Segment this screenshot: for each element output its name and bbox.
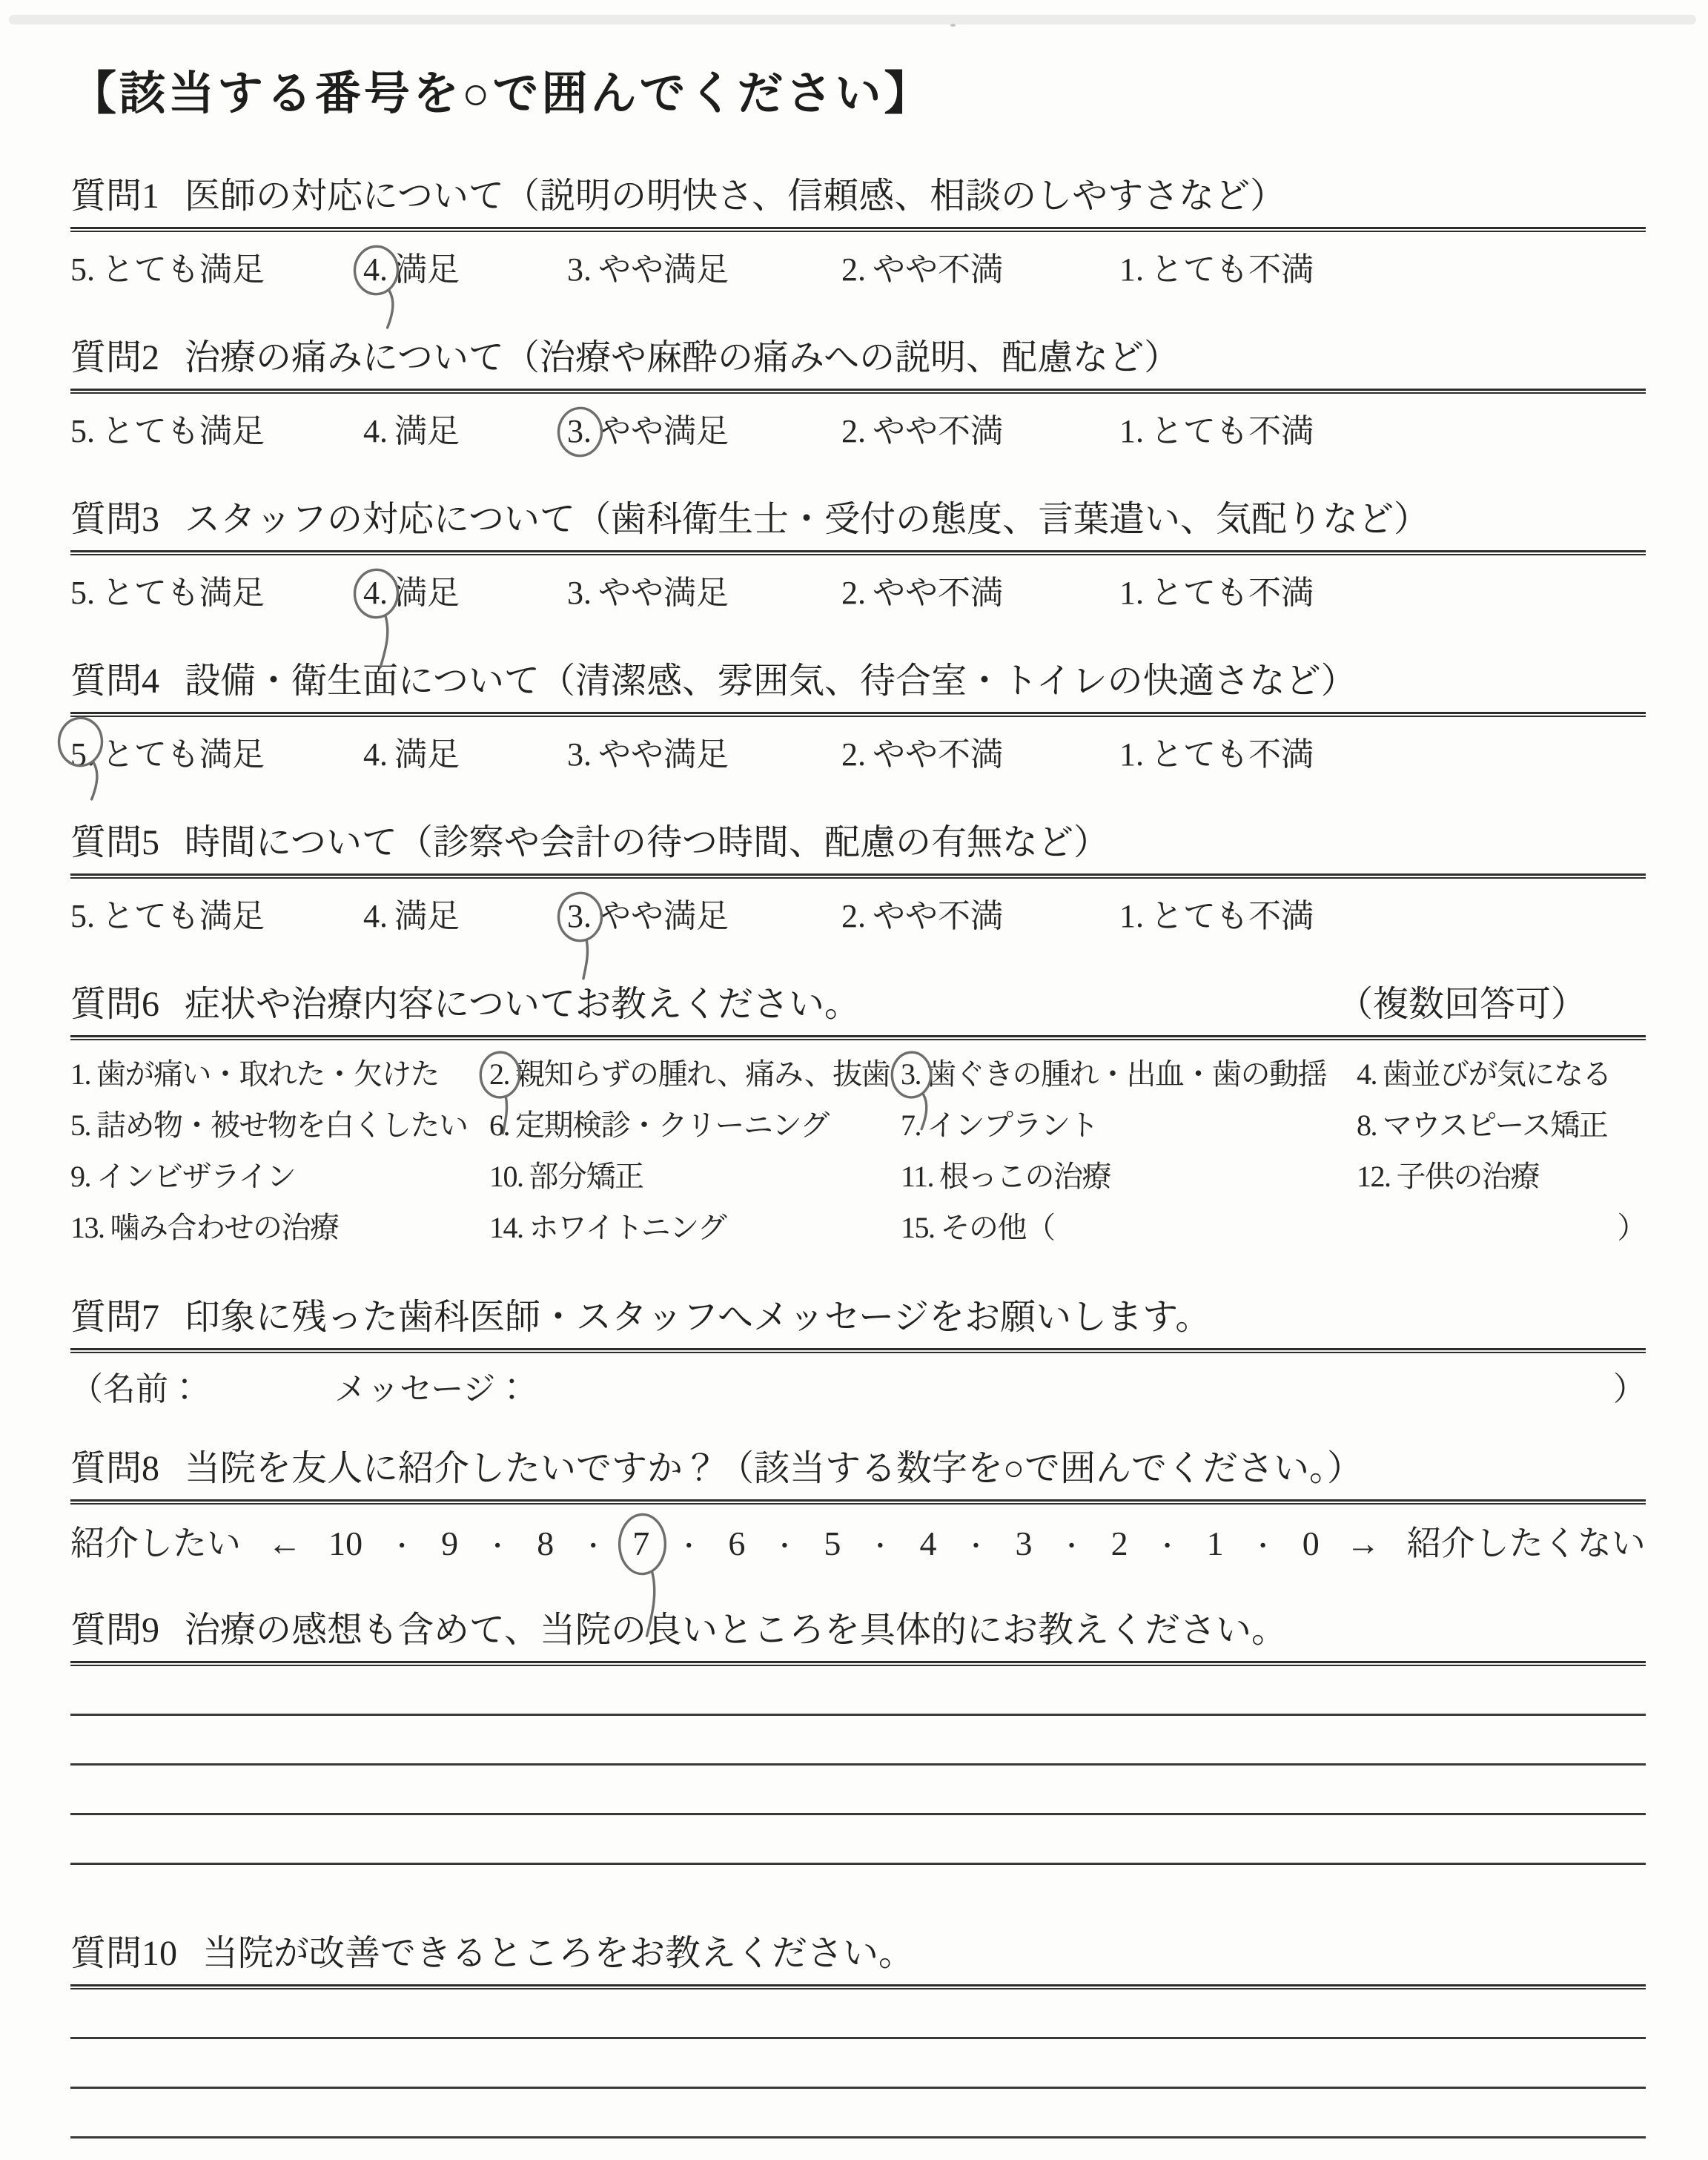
rating-options-row <box>70 566 1646 612</box>
option-number: 7. <box>901 1109 921 1143</box>
option-number-wrap <box>70 1210 105 1245</box>
option-number-wrap <box>632 1524 649 1563</box>
option-label: 歯が痛い・取れた・欠けた <box>96 1057 439 1091</box>
option-number: 1 <box>1206 1525 1224 1563</box>
rating-options-row <box>70 889 1646 935</box>
question-2 <box>70 328 1646 450</box>
nps-right-label: 紹介したくない <box>1406 1525 1646 1563</box>
nps-number <box>1207 1524 1224 1563</box>
question-title: スタッフの対応について（歯科衛生士・受付の態度、言葉遣い、気配りなど） <box>185 500 1430 540</box>
nps-number <box>824 1524 841 1563</box>
rating-option <box>841 889 1003 937</box>
nps-number <box>919 1524 936 1563</box>
option-number: 13. <box>70 1211 105 1245</box>
heading-rule <box>70 227 1646 232</box>
option-number: 12. <box>1357 1160 1391 1194</box>
number-separator-dot: ・ <box>772 1533 798 1562</box>
option-label: とても不満 <box>1151 413 1314 450</box>
symptom-option <box>70 1051 489 1093</box>
option-label: とても不満 <box>1151 575 1314 612</box>
option-number: 3. <box>901 1057 921 1091</box>
question-number: 質問8 <box>70 1449 160 1489</box>
number-separator-dot: ・ <box>963 1533 989 1562</box>
number-separator-dot: ・ <box>389 1533 415 1562</box>
option-label: やや不満 <box>873 251 1003 288</box>
question-number: 質問3 <box>70 500 160 540</box>
option-number-wrap <box>841 736 866 773</box>
option-number-wrap <box>901 1210 935 1245</box>
question-number: 質問7 <box>70 1298 160 1338</box>
option-label: やや満足 <box>598 251 729 288</box>
heading-rule <box>70 712 1646 717</box>
question-heading <box>70 167 1646 218</box>
symptom-option <box>70 1204 489 1246</box>
question-heading <box>70 1439 1646 1490</box>
option-number-wrap <box>70 897 95 935</box>
question-title: 治療の感想も含めて、当院の良いところを具体的にお教えください。 <box>185 1611 1288 1651</box>
rating-option <box>841 242 1003 290</box>
option-label: 部分矯正 <box>529 1160 643 1194</box>
number-separator-dot: ・ <box>1250 1533 1276 1562</box>
option-number: 4 <box>919 1525 937 1563</box>
option-number: 8 <box>537 1525 555 1563</box>
question-8 <box>70 1439 1646 1562</box>
option-number-wrap <box>70 251 95 288</box>
number-separator-dot: ・ <box>1059 1533 1085 1562</box>
symptom-option <box>1357 1051 1646 1093</box>
option-number: 4. <box>363 575 388 612</box>
nps-number <box>632 1524 649 1563</box>
answer-line <box>70 1714 1646 1716</box>
answer-line <box>70 1813 1646 1815</box>
option-label: 満足 <box>394 898 460 935</box>
heading-rule <box>70 1499 1646 1505</box>
rating-option <box>363 242 460 290</box>
option-number: 5. <box>70 898 95 935</box>
option-number-wrap <box>1016 1524 1033 1563</box>
rating-option <box>567 242 729 290</box>
heading-rule <box>70 873 1646 879</box>
option-number: 4. <box>363 736 388 773</box>
option-number: 10. <box>489 1160 523 1194</box>
question-title: 症状や治療内容についてお教えください。 <box>185 985 861 1025</box>
form-title: 【該当する番号を○で囲んでください】 <box>70 69 933 119</box>
question-title: 設備・衛生面について（清潔感、雰囲気、待合室・トイレの快適さなど） <box>185 661 1357 701</box>
nps-left-label: 紹介したい <box>70 1525 241 1563</box>
rating-option <box>1119 566 1314 613</box>
option-number: 11. <box>901 1160 934 1194</box>
heading-rule <box>70 389 1646 394</box>
option-number-wrap <box>1357 1159 1391 1194</box>
option-number: 4. <box>363 251 388 288</box>
heading-rule <box>70 1984 1646 1989</box>
rating-option <box>363 404 460 452</box>
question-number: 質問6 <box>70 985 160 1025</box>
option-number-wrap <box>919 1524 936 1563</box>
rating-option <box>363 889 460 937</box>
option-number: 3 <box>1015 1525 1033 1563</box>
option-number-wrap <box>70 736 95 773</box>
question-6 <box>70 975 1646 1255</box>
option-label: やや満足 <box>598 413 729 450</box>
number-separator-dot: ・ <box>676 1533 702 1562</box>
rating-option <box>841 404 1003 452</box>
rating-option <box>1119 727 1314 775</box>
option-number: 5. <box>70 575 95 612</box>
option-number: 1. <box>1119 575 1144 612</box>
option-number: 9 <box>441 1525 459 1563</box>
rating-option <box>70 242 265 290</box>
symptom-option <box>70 1102 489 1144</box>
option-number-wrap <box>363 251 388 288</box>
option-label: とても満足 <box>102 736 265 773</box>
nps-number <box>1111 1524 1128 1563</box>
option-number-wrap <box>841 251 866 288</box>
rating-option <box>70 404 265 452</box>
question-1 <box>70 167 1646 288</box>
option-label: とても不満 <box>1151 736 1314 773</box>
rating-option <box>70 566 265 613</box>
option-label: 満足 <box>394 736 460 773</box>
option-label: インビザライン <box>96 1160 296 1194</box>
question-heading <box>70 813 1646 865</box>
option-label: ホワイトニング <box>529 1211 726 1245</box>
option-number: 9. <box>70 1160 90 1194</box>
question-heading <box>70 328 1646 380</box>
symptom-options-grid <box>70 1051 1646 1255</box>
option-label: とても満足 <box>102 251 265 288</box>
symptom-option <box>901 1204 1357 1246</box>
option-number-wrap <box>901 1108 921 1143</box>
symptom-option <box>489 1051 901 1093</box>
option-number-wrap <box>1302 1524 1320 1563</box>
option-number-wrap <box>70 1108 90 1143</box>
option-number: 10 <box>328 1525 363 1563</box>
option-number-wrap <box>1119 574 1144 612</box>
option-number-wrap <box>567 251 592 288</box>
option-number-wrap <box>537 1524 554 1563</box>
option-number: 1. <box>1119 736 1144 773</box>
message-field-label: メッセージ： <box>334 1371 529 1408</box>
option-label: マウスピース矯正 <box>1383 1109 1608 1143</box>
question-list <box>70 167 1646 2160</box>
option-number-wrap <box>70 412 95 450</box>
option-label: 歯並びが気になる <box>1383 1057 1611 1091</box>
answer-line <box>70 2136 1646 2138</box>
rating-option <box>70 889 265 937</box>
option-number: 5 <box>824 1525 841 1563</box>
option-number-wrap <box>1357 1108 1377 1143</box>
option-number-wrap <box>1119 736 1144 773</box>
number-separator-dot: ・ <box>580 1533 606 1562</box>
number-separator-dot: ・ <box>485 1533 511 1562</box>
option-number: 2. <box>841 736 866 773</box>
option-number: 2 <box>1110 1525 1128 1563</box>
question-number: 質問2 <box>70 338 160 378</box>
option-label: 親知らずの腫れ、痛み、抜歯 <box>515 1057 890 1091</box>
option-number: 3. <box>567 898 592 935</box>
option-label: 満足 <box>394 251 460 288</box>
question-heading <box>70 652 1646 703</box>
nps-number <box>1302 1524 1320 1563</box>
question-number: 質問1 <box>70 176 160 217</box>
option-label: 根っこの治療 <box>939 1160 1111 1194</box>
symptom-option <box>901 1102 1357 1144</box>
option-number: 7 <box>632 1525 650 1563</box>
option-label: とても不満 <box>1151 898 1314 935</box>
number-separator-dot: ・ <box>1154 1533 1180 1562</box>
rating-option <box>1119 889 1314 937</box>
nps-number <box>537 1524 554 1563</box>
rating-option <box>567 889 729 937</box>
question-10 <box>70 1924 1646 2160</box>
symptom-option <box>901 1051 1357 1093</box>
option-number-wrap <box>70 574 95 612</box>
symptom-option <box>901 1153 1357 1195</box>
question-title: 当院を友人に紹介したいですか？（該当する数字を○で囲んでください。） <box>185 1449 1363 1489</box>
option-label: やや満足 <box>598 736 729 773</box>
option-number-wrap <box>1207 1524 1224 1563</box>
rating-option <box>363 727 460 775</box>
question-number: 質問4 <box>70 661 160 701</box>
option-number: 2. <box>841 898 866 935</box>
nps-number <box>1016 1524 1033 1563</box>
option-label: 満足 <box>394 575 460 612</box>
option-number-wrap <box>728 1524 745 1563</box>
option-number-wrap <box>841 897 866 935</box>
option-number: 2. <box>841 575 866 612</box>
option-label: 歯ぐきの腫れ・出血・歯の動揺 <box>927 1057 1326 1091</box>
question-3 <box>70 490 1646 612</box>
option-number-wrap <box>567 574 592 612</box>
option-number-wrap <box>901 1057 921 1091</box>
heading-rule <box>70 1035 1646 1040</box>
rating-option <box>1119 242 1314 290</box>
option-label: 子供の治療 <box>1396 1160 1539 1194</box>
option-number-wrap <box>70 1159 90 1194</box>
option-number-wrap <box>363 574 388 612</box>
option-number-wrap <box>901 1159 933 1194</box>
option-number: 1. <box>70 1057 90 1091</box>
option-label: その他（ <box>940 1211 1055 1245</box>
option-label: インプラント <box>927 1109 1098 1143</box>
question-heading <box>70 1601 1646 1652</box>
option-number: 15. <box>901 1211 935 1245</box>
option-number: 6. <box>489 1109 509 1143</box>
option-label: 噛み合わせの治療 <box>110 1211 339 1245</box>
answer-line <box>70 1863 1646 1865</box>
rating-option <box>841 727 1003 775</box>
option-label: やや満足 <box>598 898 729 935</box>
option-number: 2. <box>841 251 866 288</box>
rating-options-row <box>70 242 1646 288</box>
option-number-wrap <box>363 412 388 450</box>
question-heading <box>70 1288 1646 1339</box>
rating-option <box>1119 404 1314 452</box>
option-number-wrap <box>489 1159 523 1194</box>
option-number: 1. <box>1119 251 1144 288</box>
option-number-wrap <box>1119 412 1144 450</box>
question-number: 質問10 <box>70 1934 178 1974</box>
option-label: やや不満 <box>873 898 1003 935</box>
rating-option <box>567 404 729 452</box>
closing-paren: ） <box>1613 1371 1646 1408</box>
message-answer-row <box>70 1362 1646 1408</box>
option-number-wrap <box>489 1057 509 1091</box>
nps-number <box>441 1524 458 1563</box>
question-title: 印象に残った歯科医師・スタッフへメッセージをお願いします。 <box>185 1298 1211 1338</box>
rating-option <box>567 566 729 613</box>
option-number-wrap <box>70 1057 90 1091</box>
question-heading <box>70 975 1646 1026</box>
option-label: やや不満 <box>873 736 1003 773</box>
option-number-wrap <box>567 736 592 773</box>
option-number: 4. <box>1357 1057 1377 1091</box>
option-label: 詰め物・被せ物を白くしたい <box>96 1109 468 1143</box>
rating-option <box>567 727 729 775</box>
option-label: とても満足 <box>102 413 265 450</box>
option-number: 1. <box>1119 898 1144 935</box>
rating-option <box>70 727 265 775</box>
nps-number <box>328 1524 363 1563</box>
question-heading <box>70 1924 1646 1975</box>
rating-options-row <box>70 727 1646 773</box>
option-number: 5. <box>70 413 95 450</box>
option-number: 0 <box>1302 1525 1320 1563</box>
option-number-wrap <box>1357 1057 1377 1091</box>
option-number-wrap <box>841 412 866 450</box>
symptom-option <box>70 1153 489 1195</box>
left-arrow-icon: ← <box>268 1525 302 1563</box>
option-number-wrap <box>363 736 388 773</box>
option-label: とても不満 <box>1151 251 1314 288</box>
option-label: 定期検診・クリーニング <box>515 1109 829 1143</box>
option-number: 4. <box>363 413 388 450</box>
option-number: 3. <box>567 413 592 450</box>
question-number: 質問5 <box>70 823 160 863</box>
option-number: 6 <box>728 1525 746 1563</box>
nps-scale-row <box>70 1516 1646 1562</box>
symptom-option <box>489 1153 901 1195</box>
nps-number <box>728 1524 745 1563</box>
option-number-wrap <box>1111 1524 1128 1563</box>
heading-rule <box>70 1348 1646 1353</box>
answer-line <box>70 2037 1646 2039</box>
question-title: 医師の対応について（説明の明快さ、信頼感、相談のしやすさなど） <box>185 176 1286 217</box>
heading-rule <box>70 550 1646 555</box>
name-field-label: （名前： <box>70 1371 201 1408</box>
answer-line <box>70 2087 1646 2089</box>
rating-options-row <box>70 404 1646 450</box>
question-title: 時間について（診察や会計の待つ時間、配慮の有無など） <box>185 823 1110 863</box>
option-number: 3. <box>567 251 592 288</box>
number-separator-dot: ・ <box>867 1533 893 1562</box>
option-number-wrap <box>363 897 388 935</box>
form-content <box>70 0 1646 2160</box>
option-label: とても満足 <box>102 898 265 935</box>
other-closing-paren: ） <box>1617 1211 1646 1245</box>
option-label: とても満足 <box>102 575 265 612</box>
option-number-wrap <box>489 1108 509 1143</box>
symptom-option <box>489 1204 901 1246</box>
question-4 <box>70 652 1646 773</box>
option-number: 3. <box>567 575 592 612</box>
option-number-wrap <box>824 1524 841 1563</box>
heading-rule <box>70 1661 1646 1666</box>
option-number: 5. <box>70 736 95 773</box>
option-number-wrap <box>489 1210 523 1245</box>
option-number-wrap <box>441 1524 458 1563</box>
question-title: 治療の痛みについて（治療や麻酔の痛みへの説明、配慮など） <box>185 338 1180 378</box>
option-number: 14. <box>489 1211 523 1245</box>
option-number: 3. <box>567 736 592 773</box>
option-label: やや不満 <box>873 413 1003 450</box>
option-number-wrap <box>1119 897 1144 935</box>
option-number-wrap <box>567 897 592 935</box>
option-label: やや不満 <box>873 575 1003 612</box>
option-number-wrap <box>567 412 592 450</box>
option-number-wrap <box>841 574 866 612</box>
rating-option <box>841 566 1003 613</box>
option-number: 8. <box>1357 1109 1377 1143</box>
option-number-wrap <box>1119 251 1144 288</box>
question-7 <box>70 1288 1646 1408</box>
option-number: 2. <box>489 1057 509 1091</box>
option-number: 4. <box>363 898 388 935</box>
right-arrow-icon: → <box>1345 1525 1380 1563</box>
question-9 <box>70 1601 1646 1865</box>
rating-option <box>363 566 460 613</box>
multi-answer-note: （複数回答可） <box>1337 985 1586 1025</box>
option-number: 5. <box>70 251 95 288</box>
question-title: 当院が改善できるところをお教えください。 <box>202 1934 915 1974</box>
option-number: 2. <box>841 413 866 450</box>
answer-line <box>70 1763 1646 1766</box>
option-number: 5. <box>70 1109 90 1143</box>
option-number: 1. <box>1119 413 1144 450</box>
question-number: 質問9 <box>70 1611 160 1651</box>
symptom-option <box>1357 1102 1646 1144</box>
option-label: 満足 <box>394 413 460 450</box>
option-number-wrap <box>328 1524 363 1563</box>
symptom-option <box>1357 1153 1646 1195</box>
question-5 <box>70 813 1646 935</box>
question-heading <box>70 490 1646 541</box>
symptom-option <box>489 1102 901 1144</box>
option-label: やや満足 <box>598 575 729 612</box>
